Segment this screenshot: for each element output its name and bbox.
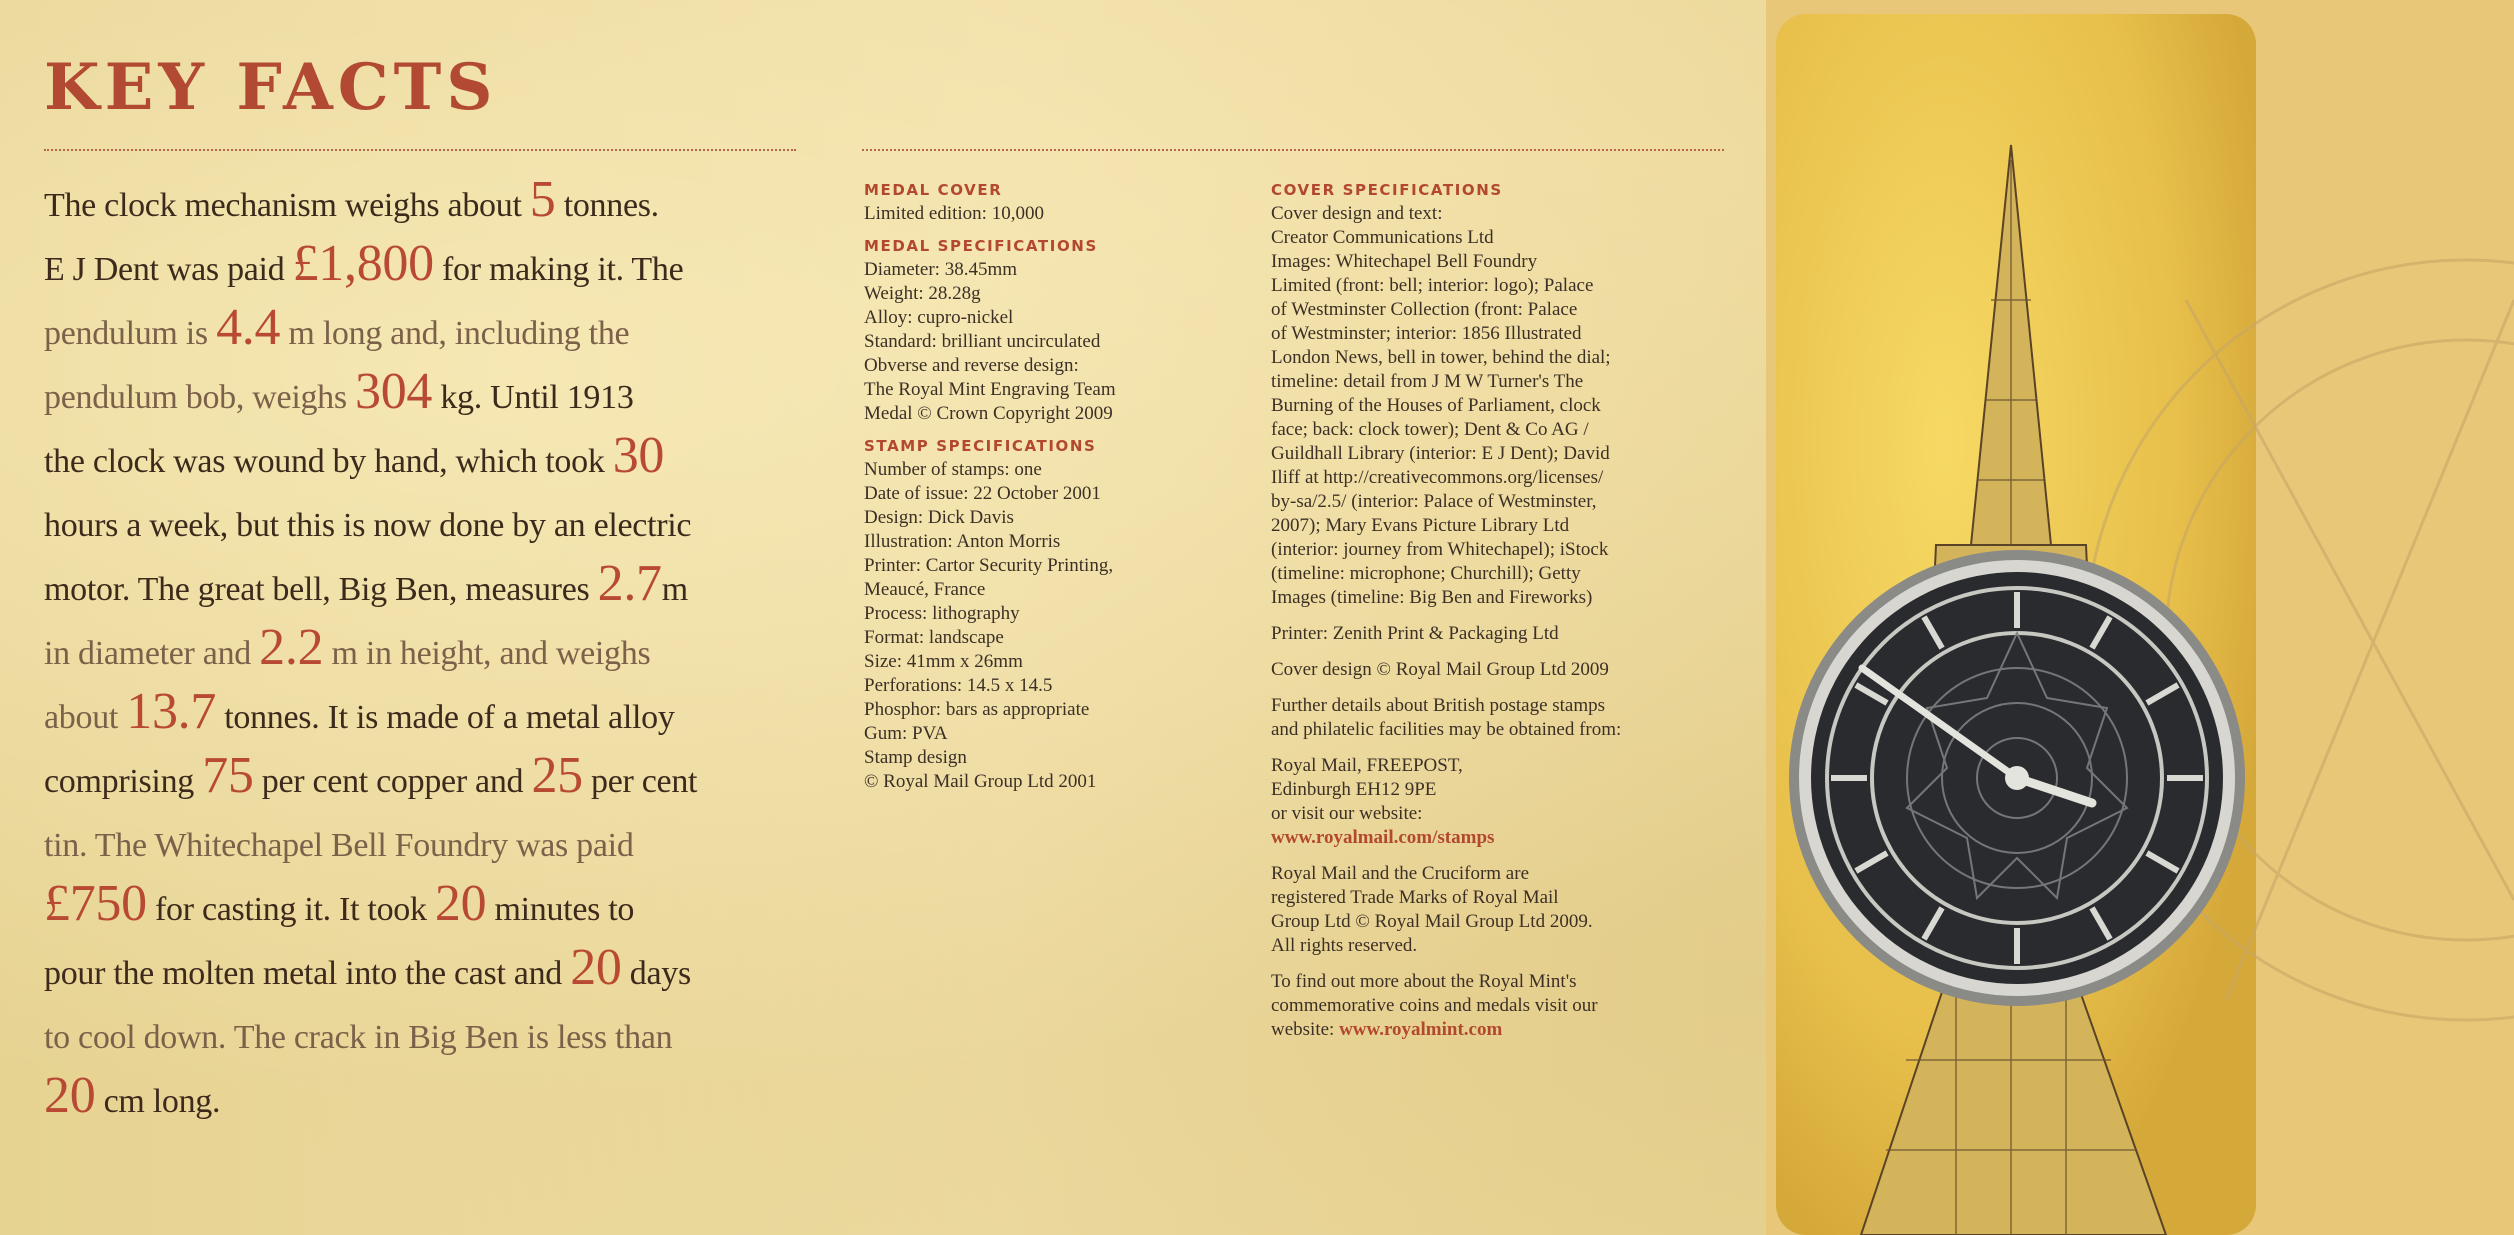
fact-number: 4.4	[216, 299, 281, 356]
fact-text: motor. The great bell, Big Ben, measures	[44, 571, 598, 608]
stamp-spec-line: Printer: Cartor Security Printing,	[864, 555, 1114, 576]
fact-text: the clock was wound by hand, which took	[44, 443, 613, 480]
trademark-line: All rights reserved.	[1271, 935, 1418, 956]
fact-number: 20	[570, 939, 622, 996]
stamp-spec-line: Design: Dick Davis	[864, 507, 1014, 528]
key-facts-text	[44, 171, 844, 1134]
fact-line	[44, 363, 844, 430]
fact-number: 30	[612, 427, 665, 484]
stamp-spec-line: Stamp design	[864, 747, 967, 768]
medal-cover-heading: MEDAL COVER	[864, 181, 1003, 199]
cover-spec-line: Limited (front: bell; interior: logo); Palace	[1271, 275, 1594, 296]
cover-spec-line: Burning of the Houses of Parliament, clock	[1271, 395, 1601, 416]
fact-text: pour the molten metal into the cast and	[44, 955, 571, 992]
trademark-line: Group Ltd © Royal Mail Group Ltd 2009.	[1271, 911, 1593, 932]
stamp-specs-heading: STAMP SPECIFICATIONS	[864, 437, 1097, 455]
royal-mint-line: To find out more about the Royal Mint's	[1271, 971, 1577, 992]
medal-spec-line: The Royal Mint Engraving Team	[864, 379, 1116, 400]
cover-spec-line: by-sa/2.5/ (interior: Palace of Westminster,	[1271, 491, 1597, 512]
page-title: KEY FACTS	[44, 50, 498, 125]
cover-spec-line: Guildhall Library (interior: E J Dent); David	[1271, 443, 1610, 464]
fact-text: for casting it. It took	[146, 891, 435, 928]
cover-specs-list	[1271, 202, 1731, 610]
stamp-spec-line: © Royal Mail Group Ltd 2001	[864, 771, 1097, 792]
cover-spec-line: Cover design and text:	[1271, 203, 1443, 224]
cover-spec-line: (timeline: microphone; Churchill); Getty	[1271, 563, 1581, 584]
fact-number: 2.2	[259, 619, 324, 676]
royal-mint-website-prefix: website:	[1271, 1019, 1340, 1040]
fact-line	[44, 1067, 844, 1134]
royal-mint-line: commemorative coins and medals visit our	[1271, 995, 1598, 1016]
cover-spec-line: of Westminster; interior: 1856 Illustrated	[1271, 323, 1582, 344]
fact-number: 20	[434, 875, 487, 932]
cover-specs-heading: COVER SPECIFICATIONS	[1271, 181, 1503, 199]
stamp-spec-line: Date of issue: 22 October 2001	[864, 483, 1101, 504]
medal-spec-line: Alloy: cupro-nickel	[864, 307, 1014, 328]
further-details-line: Further details about British postage stamps	[1271, 695, 1606, 716]
fact-text: tonnes. It is made of a metal alloy	[216, 699, 675, 736]
fact-line	[44, 494, 844, 558]
cover-copyright-line: Cover design © Royal Mail Group Ltd 2009	[1271, 659, 1609, 680]
fact-line	[44, 171, 844, 238]
fact-text: in diameter and	[44, 635, 260, 672]
fact-number: £1,800	[292, 235, 434, 292]
trademark-line: Royal Mail and the Cruciform are	[1271, 863, 1530, 884]
fact-line	[44, 299, 844, 366]
royal-mint-website-line	[1271, 1018, 1731, 1042]
printer-line: Printer: Zenith Print & Packaging Ltd	[1271, 623, 1559, 644]
royalmail-website-link[interactable]: www.royalmail.com/stamps	[1271, 827, 1495, 848]
divider-right	[862, 149, 1724, 151]
divider-left	[44, 149, 796, 151]
fact-text: for making it. The	[433, 251, 684, 288]
stamp-spec-line: Perforations: 14.5 x 14.5	[864, 675, 1053, 696]
fact-text: m	[661, 571, 688, 608]
clock-face-medal	[1787, 548, 2247, 1008]
further-details-line: and philatelic facilities may be obtained from:	[1271, 719, 1622, 740]
specs-column-cover	[1271, 178, 1731, 1042]
fact-text: tin. The Whitechapel Bell Foundry was paid	[44, 827, 634, 864]
stamp-spec-line: Phosphor: bars as appropriate	[864, 699, 1090, 720]
address-line: Edinburgh EH12 9PE	[1271, 779, 1437, 800]
fact-text: tonnes.	[555, 187, 659, 224]
fact-text: The clock mechanism weighs about	[44, 187, 530, 224]
fact-text: pendulum is	[44, 315, 217, 352]
medal-specs-list	[864, 258, 1204, 426]
medal-spec-line: Diameter: 38.45mm	[864, 259, 1018, 280]
fact-line	[44, 875, 844, 942]
fact-line	[44, 1006, 844, 1070]
stamp-spec-line: Meaucé, France	[864, 579, 986, 600]
fact-text: minutes to	[486, 891, 635, 928]
medal-spec-line: Medal © Crown Copyright 2009	[864, 403, 1113, 424]
fact-text: pendulum bob, weighs	[44, 379, 356, 416]
cover-spec-line: 2007); Mary Evans Picture Library Ltd	[1271, 515, 1570, 536]
fact-line	[44, 235, 844, 302]
cover-spec-line: of Westminster Collection (front: Palace	[1271, 299, 1578, 320]
cover-spec-line: Images (timeline: Big Ben and Fireworks)	[1271, 587, 1593, 608]
fact-text: E J Dent was paid	[44, 251, 293, 288]
stamp-spec-line: Size: 41mm x 26mm	[864, 651, 1023, 672]
cover-spec-line: Images: Whitechapel Bell Foundry	[1271, 251, 1538, 272]
medal-spec-line: Standard: brilliant uncirculated	[864, 331, 1101, 352]
cover-spec-line: London News, bell in tower, behind the dial;	[1271, 347, 1611, 368]
stamp-spec-line: Process: lithography	[864, 603, 1020, 624]
fact-number: 304	[355, 363, 433, 420]
fact-line	[44, 683, 844, 750]
fact-text: about	[44, 699, 127, 736]
specs-column-medal-stamp	[864, 178, 1204, 794]
fact-number: 5	[529, 171, 556, 228]
trademark-line: registered Trade Marks of Royal Mail	[1271, 887, 1559, 908]
fact-number: 2.7	[597, 555, 662, 612]
royal-mint-website-link[interactable]: www.royalmint.com	[1339, 1019, 1503, 1040]
medal-cover-line: Limited edition: 10,000	[864, 203, 1044, 224]
cover-spec-line: timeline: detail from J M W Turner's The	[1271, 371, 1584, 392]
fact-line	[44, 619, 844, 686]
stamp-spec-line: Illustration: Anton Morris	[864, 531, 1061, 552]
fact-text: m long and, including the	[280, 315, 630, 352]
fact-number: 13.7	[126, 683, 217, 740]
fact-text: per cent copper and	[253, 763, 532, 800]
fact-text: cm long.	[95, 1083, 221, 1120]
fact-text: to cool down. The crack in Big Ben is less than	[44, 1019, 673, 1056]
medal-spec-line: Obverse and reverse design:	[864, 355, 1079, 376]
trademark-notice	[1271, 862, 1731, 958]
stamp-spec-line: Format: landscape	[864, 627, 1004, 648]
stamp-specs-list	[864, 458, 1204, 794]
fact-line	[44, 555, 844, 622]
address-line: or visit our website:	[1271, 803, 1423, 824]
cover-spec-line: (interior: journey from Whitechapel); iStock	[1271, 539, 1609, 560]
royal-mint-notice	[1271, 970, 1731, 1018]
fact-number: £750	[44, 875, 147, 932]
fact-line	[44, 747, 844, 814]
stamp-spec-line: Number of stamps: one	[864, 459, 1042, 480]
address-block	[1271, 754, 1731, 826]
fact-number: 20	[44, 1067, 96, 1124]
stamp-spec-line: Gum: PVA	[864, 723, 948, 744]
fact-line	[44, 427, 844, 494]
cover-spec-line: Iliff at http://creativecommons.org/licenses/	[1271, 467, 1604, 488]
fact-number: 75	[202, 747, 254, 804]
further-details	[1271, 694, 1731, 742]
fact-number: 25	[531, 747, 583, 804]
address-line: Royal Mail, FREEPOST,	[1271, 755, 1463, 776]
fact-text: kg. Until 1913	[432, 379, 634, 416]
fact-line	[44, 814, 844, 878]
medal-specs-heading: MEDAL SPECIFICATIONS	[864, 237, 1098, 255]
fact-text: hours a week, but this is now done by an electric	[44, 507, 692, 544]
cover-spec-line: Creator Communications Ltd	[1271, 227, 1494, 248]
fact-text: comprising	[44, 763, 203, 800]
medal-spec-line: Weight: 28.28g	[864, 283, 981, 304]
cover-spec-line: face; back: clock tower); Dent & Co AG /	[1271, 419, 1589, 440]
fact-text: days	[621, 955, 691, 992]
fact-line	[44, 939, 844, 1006]
fact-text: m in height, and weighs	[323, 635, 651, 672]
fact-text: per cent	[582, 763, 698, 800]
